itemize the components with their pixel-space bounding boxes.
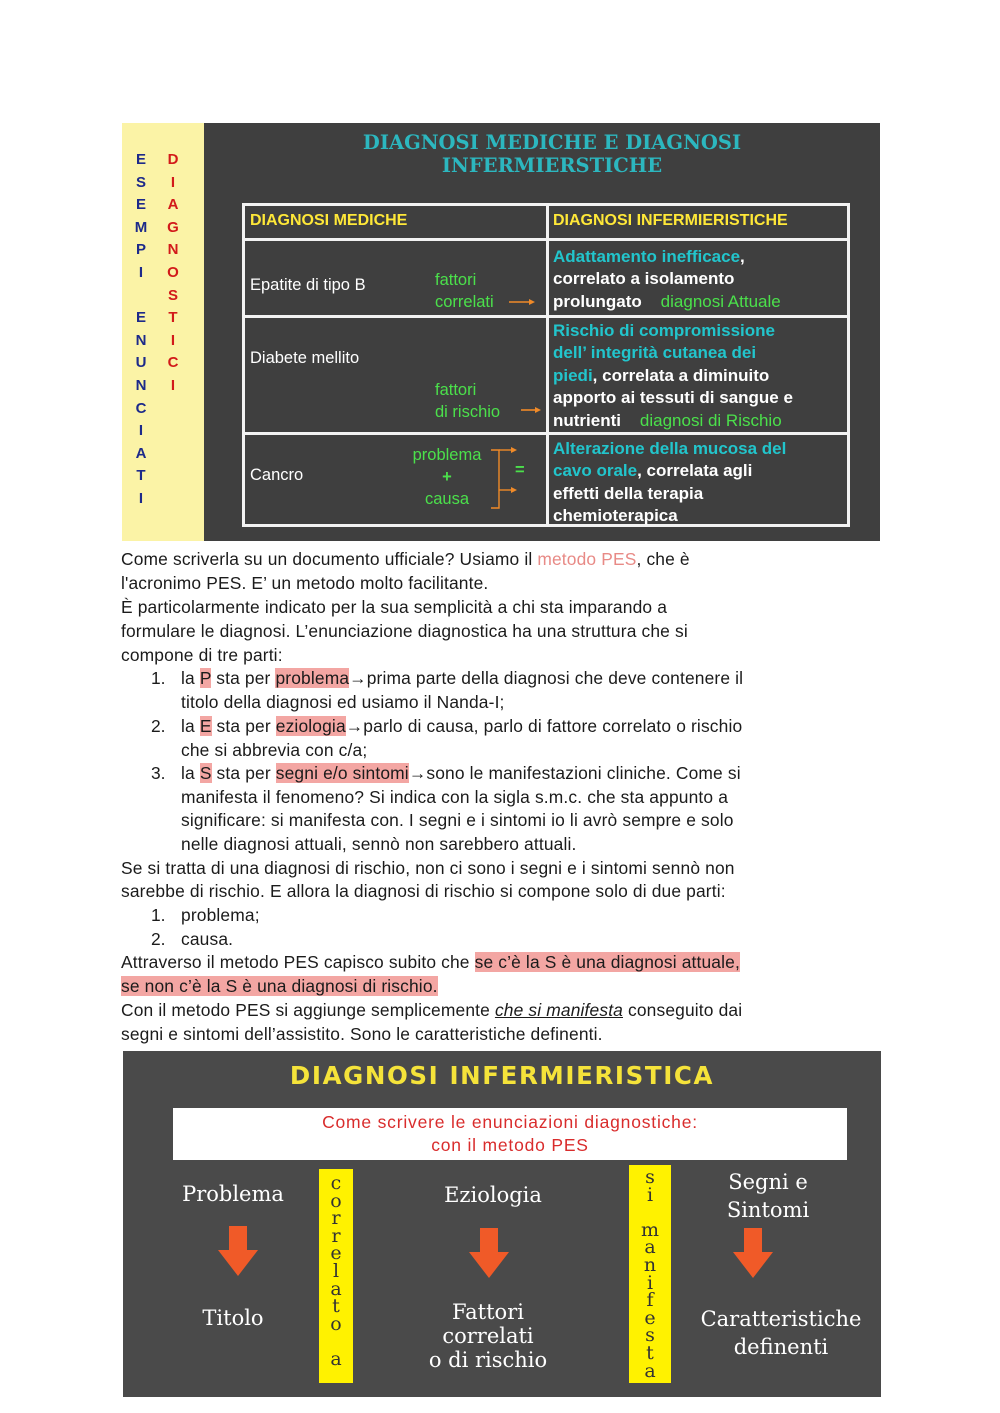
text-run: la [181,716,200,736]
list-number: 1. [151,668,166,688]
connector-letter: r [331,1224,341,1247]
list-item-continuation: manifesta il fenomeno? Si indica con la sigla s.m.c. che sta appunto a [181,787,729,807]
side-word-esempi-enunciati [134,149,148,511]
side-letter: O [167,263,179,281]
connector-letter: a [330,1277,342,1300]
factor-label-1 [435,269,494,313]
label-line: correlati [442,1324,534,1348]
side-letter: M [134,218,148,236]
connector-letter: f [646,1289,654,1312]
side-letter: T [168,309,178,327]
connector-letter: o [330,1189,342,1212]
connector-letter: m [640,1218,660,1241]
connector-correlato-a [319,1169,353,1383]
paragraph-line: È particolarmente indicato per la sua semplicità a chi sta imparando a [121,597,668,617]
bracket-arrows-icon [491,446,541,516]
factor-text: correlati [435,293,494,311]
side-word-diagnostici [166,149,180,398]
label-line: Segni e [728,1170,808,1194]
nursing-diagnosis-1 [553,246,781,313]
highlight-sentence: se c’è la S è una diagnosi attuale, [474,952,740,972]
highlight-letter: P [199,668,212,688]
nursing-text: piedi [553,365,593,385]
list-item: problema; [181,905,260,925]
slide1-title-line1: DIAGNOSI MEDICHE E DIAGNOSI [362,131,742,154]
label-caratteristiche-definenti [683,1305,879,1361]
nursing-text: , [740,247,745,266]
nursing-diagnosis-2 [553,320,793,432]
side-letter: N [167,241,179,259]
text-run: sta per [211,763,276,783]
nursing-text: , correlata agli [637,461,753,481]
label-fattori-correlati [383,1300,593,1372]
connector-letter: i [646,1183,654,1206]
table-row-divider [245,238,847,241]
label-line: Fattori [452,1300,524,1324]
caption-line: Come scrivere le enunciazioni diagnostiche: [322,1112,698,1132]
paragraph-line [121,950,881,974]
side-letter: G [167,218,179,236]
diagnosis-type-tag: diagnosi di Rischio [639,410,782,430]
table-col-divider [546,206,549,524]
slide2-title: DIAGNOSI INFERMIERISTICA [289,1061,715,1090]
paragraph-line: compone di tre parti: [121,645,283,665]
text-run: la [181,763,200,783]
side-letter: I [170,173,176,191]
factor-text: di rischio [435,403,501,421]
text-run: Come scriverla su un documento ufficiale? Usiamo il [121,549,538,569]
side-letter: S [167,286,178,304]
list-item-continuation: che si abbrevia con c/a; [181,740,368,760]
label-titolo: Titolo [202,1306,264,1330]
side-letter: I [138,489,144,507]
side-letter [134,285,148,308]
connector-letter: t [646,1341,654,1364]
list-item-continuation: significare: si manifesta con. I segni e i sintomi io li avrò sempre e solo [181,810,734,830]
list-number: 1. [151,905,166,925]
side-letter: N [135,331,147,349]
highlight-sentence: se non c’è la S è una diagnosi di rischio. [121,976,438,996]
slide1-title [272,131,832,177]
pes-caption-box [173,1108,847,1160]
slide-medical-vs-nursing-diagnoses [122,123,880,541]
list-item [181,714,941,738]
list-item-continuation: titolo della diagnosi ed usiamo il Nanda-I; [181,692,505,712]
nursing-text: chemioterapica [553,506,678,526]
connector-letter: i [646,1271,654,1294]
nursing-text: cavo orale [553,461,638,481]
medical-diagnosis-2: Diabete mellito [250,349,360,367]
text-run: la [181,668,200,688]
connector-letter: a [330,1347,342,1370]
list-item: causa. [181,929,234,949]
text-run: →sono le manifestazioni cliniche. Come si [408,763,741,783]
factor-text: problema [412,446,482,464]
nursing-text: Alterazione della mucosa del [553,439,787,458]
connector-si-manifesta [629,1165,671,1383]
table-row-divider [245,315,847,318]
text-run: conseguito dai [623,1000,743,1020]
paragraph-line: Se si tratta di una diagnosi di rischio, non ci sono i segni e i sintomi sennò non [121,858,735,878]
header-nursing: DIAGNOSI INFERMIERISTICHE [553,212,788,229]
connector-letter: t [332,1295,340,1318]
text-run: , che è [636,549,690,569]
highlight-letter: S [199,763,212,783]
paragraph-line: formulare le diagnosi. L’enunciazione diagnostica ha una struttura che si [121,621,688,641]
connector-letter: s [645,1166,655,1188]
label-line: o di rischio [428,1348,548,1372]
small-arrow-icon [509,298,535,306]
paragraph-line: segni e sintomi dell’assistito. Sono le caratteristiche definenti. [121,1024,603,1044]
connector-letter: c [330,1172,342,1194]
connector-letter: a [644,1359,656,1382]
down-arrow-icon [733,1228,773,1278]
highlight-term: problema [275,668,350,688]
underlined-term: che si manifesta [494,1000,623,1020]
list-number: 2. [151,716,166,736]
nursing-text: apporto ai tessuti di sangue e [553,388,793,408]
label-problema: Problema [182,1182,284,1206]
equals-sign: = [515,461,525,479]
medical-diagnosis-1: Epatite di tipo B [250,276,366,294]
connector-letter: o [330,1312,342,1335]
slide1-title-line2: INFERMIERSTICHE [441,154,663,177]
nursing-text: prolungato [553,291,642,311]
side-letter: P [135,241,146,259]
pes-method-link-text: metodo PES [537,549,637,569]
label-eziologia: Eziologia [444,1183,542,1207]
down-arrow-icon [218,1226,258,1276]
highlight-term: eziologia [275,716,346,736]
label-segni-sintomi [688,1168,848,1224]
list-item-continuation: nelle diagnosi attuali, sennò non sarebbero attuali. [181,834,577,854]
list-item [181,666,941,690]
text-run: →prima parte della diagnosi che deve contenere il [349,668,744,688]
text-run: Attraverso il metodo PES capisco subito che [121,952,475,972]
side-letter: N [135,376,147,394]
connector-letter: n [643,1253,657,1276]
small-arrow-icon [521,406,541,414]
factor-text: fattori [435,381,477,399]
nursing-text: Adattamento inefficace [553,247,741,266]
table-row-divider [245,432,847,435]
connector-letter: e [644,1306,656,1329]
factor-label-2 [435,379,500,423]
diagnoses-table [242,203,850,527]
side-letter: C [167,354,179,372]
label-line: Sintomi [726,1198,810,1222]
list-item [181,761,941,785]
connector-letter: r [331,1207,341,1230]
side-letter: D [167,151,179,168]
header-medical: DIAGNOSI MEDICHE [250,212,408,229]
side-letter: I [170,376,176,394]
side-letter: A [167,196,179,214]
side-letter: I [170,331,176,349]
connector-letter: e [330,1242,342,1265]
side-letter: I [138,422,144,440]
side-letter: U [135,354,147,372]
down-arrow-icon [469,1228,509,1278]
side-letter: A [135,444,147,462]
factor-label-3 [405,444,489,510]
label-line: Caratteristiche [700,1307,862,1331]
side-letter: T [136,467,146,485]
side-letter: C [135,399,147,417]
factor-text: causa [424,490,470,508]
text-run: →parlo di causa, parlo di fattore correlato o rischio [345,716,743,736]
paragraph-line [121,974,881,998]
nursing-diagnosis-3 [553,438,786,528]
paragraph-line: sarebbe di rischio. E allora la diagnosi di rischio si compone solo di due parti: [121,881,726,901]
nursing-text: correlato a isolamento [553,269,735,289]
text-run: sta per [211,716,276,736]
side-letter: S [135,173,146,191]
factor-text: fattori [435,271,477,289]
text-run: Con il metodo PES si aggiunge semplicemente [121,1000,495,1020]
nursing-text: , correlata a diminuito [592,365,770,385]
side-letter: E [135,309,146,327]
paragraph-line [121,547,881,571]
connector-letter: l [332,1259,340,1282]
connector-letter: a [644,1236,656,1259]
diagnosis-type-tag: diagnosi Attuale [660,291,781,311]
slide-pes-method [123,1051,881,1397]
connector-letter: s [645,1324,655,1347]
list-number: 2. [151,929,166,949]
plus-sign: + [442,468,452,486]
medical-diagnosis-3: Cancro [250,466,304,484]
paragraph-line: l'acronimo PES. E’ un metodo molto facilitante. [121,573,489,593]
nursing-text: nutrienti [553,410,621,430]
side-letter: E [135,151,146,168]
label-line: definenti [733,1335,829,1359]
highlight-letter: E [199,716,212,736]
caption-line: con il metodo PES [431,1135,589,1155]
paragraph-line [121,998,881,1022]
list-number: 3. [151,763,166,783]
nursing-text: effetti della terapia [553,483,704,503]
text-run: sta per [211,668,276,688]
side-letter: I [138,263,144,281]
highlight-term: segni e/o sintomi [275,763,409,783]
nursing-text: dell’ integrità cutanea dei [553,343,757,363]
nursing-text: Rischio di compromissione [553,321,775,340]
side-letter: E [135,196,146,214]
